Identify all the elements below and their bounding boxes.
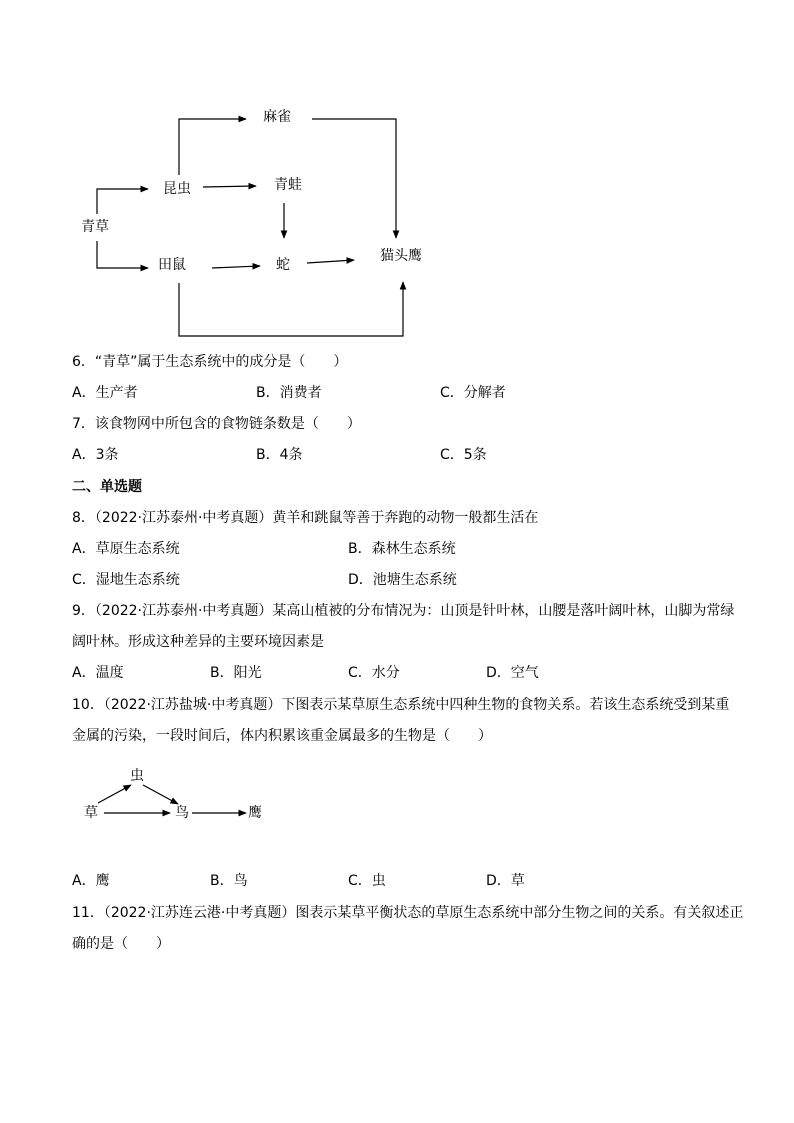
node-grass-2: 草 (84, 805, 98, 821)
question-10-option-c: C．虫 (348, 873, 386, 889)
node-sparrow: 麻雀 (263, 109, 291, 125)
question-10-stem-line-1: 10．（2022·江苏盐城·中考真题）下图表示某草原生态系统中四种生物的食物关系。若该生态系统受到某重 (72, 697, 730, 713)
node-insect-2: 虫 (130, 768, 144, 784)
node-mouse: 田鼠 (158, 257, 186, 273)
question-10-stem-line-2: 金属的污染，一段时间后，体内积累该重金属最多的生物是（ ） (72, 728, 492, 744)
question-6-option-c: C．分解者 (440, 385, 506, 401)
question-9-stem-line-1: 9．（2022·江苏泰州·中考真题）某高山植被的分布情况为：山顶是针叶林，山腰是落叶阔叶林，山脚为常绿 (72, 603, 735, 619)
question-8-option-d: D．池塘生态系统 (348, 572, 457, 588)
node-eagle: 鹰 (248, 805, 262, 821)
question-8-stem: 8．（2022·江苏泰州·中考真题）黄羊和跳鼠等善于奔跑的动物一般都生活在 (72, 510, 539, 526)
question-10-option-b: B．鸟 (210, 873, 248, 889)
node-insect: 昆虫 (163, 181, 191, 197)
question-10-option-d: D．草 (486, 873, 525, 889)
question-10-option-a: A．鹰 (72, 873, 110, 889)
node-grass: 青草 (81, 219, 109, 235)
question-7-stem: 7．该食物网中所包含的食物链条数是（ ） (72, 416, 361, 432)
node-snake: 蛇 (276, 257, 290, 273)
question-7-option-a: A．3条 (72, 447, 119, 463)
question-9-option-a: A．温度 (72, 665, 124, 681)
question-8-option-c: C．湿地生态系统 (72, 572, 180, 588)
question-8-option-b: B．森林生态系统 (348, 541, 456, 557)
question-7-option-b: B．4条 (256, 447, 303, 463)
question-11-stem-line-2: 确的是（ ） (72, 936, 170, 952)
question-6-option-a: A．生产者 (72, 385, 138, 401)
node-bird: 鸟 (175, 805, 189, 821)
node-frog: 青蛙 (274, 177, 302, 193)
question-8-option-a: A．草原生态系统 (72, 541, 180, 557)
question-6-stem: 6．“青草”属于生态系统中的成分是（ ） (72, 354, 348, 370)
section-title-single-choice: 二、单选题 (72, 479, 142, 495)
arrow-insect-bird (143, 785, 178, 804)
arrow-grass-insect-2 (98, 785, 131, 803)
question-7-option-c: C．5条 (440, 447, 487, 463)
question-11-stem-line-1: 11．（2022·江苏连云港·中考真题）图表示某草平衡状态的草原生态系统中部分生物之间的关系。有关叙述正 (72, 905, 744, 921)
node-owl: 猫头鹰 (380, 248, 422, 264)
question-9-option-b: B．阳光 (210, 665, 262, 681)
question-9-option-d: D．空气 (486, 665, 539, 681)
question-9-option-c: C．水分 (348, 665, 400, 681)
question-9-stem-line-2: 阔叶林。形成这种差异的主要环境因素是 (72, 634, 324, 650)
question-6-option-b: B．消费者 (256, 385, 322, 401)
